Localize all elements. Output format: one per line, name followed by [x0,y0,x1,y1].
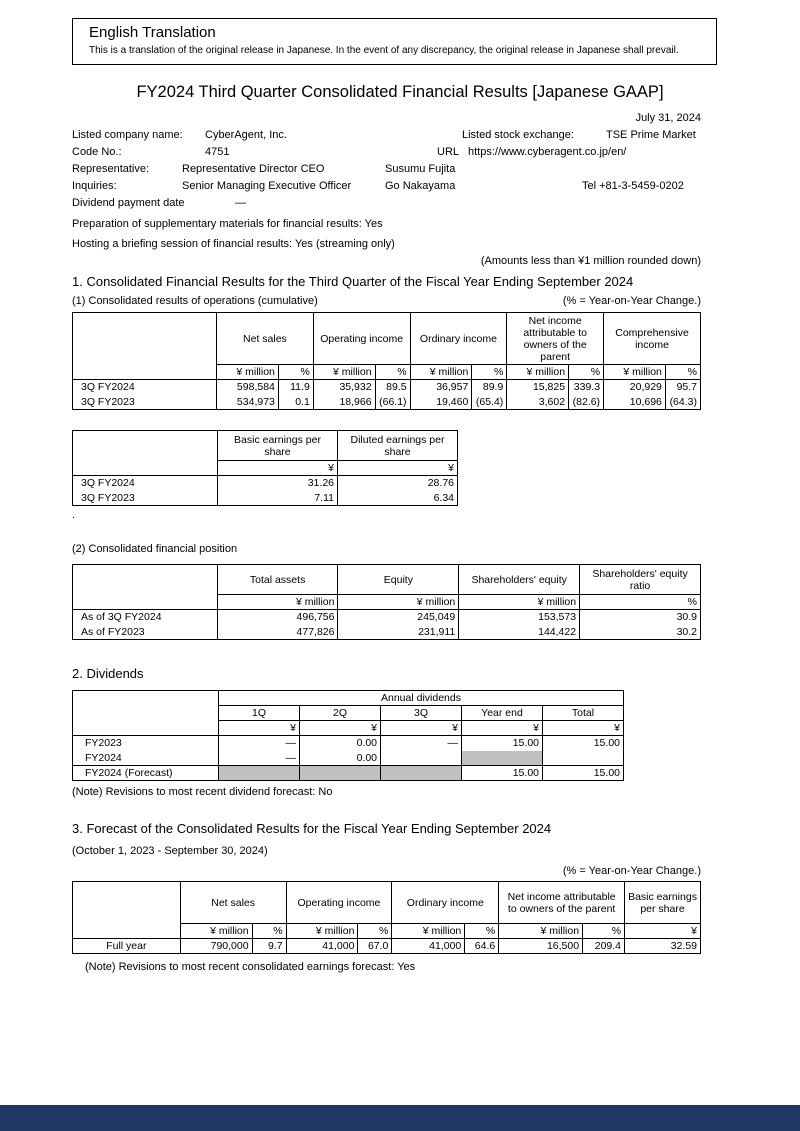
header-row [73,691,624,706]
cell: 15.00 [543,736,624,751]
company-name: CyberAgent, Inc. [205,129,287,141]
company-url-link[interactable]: https://www.cyberagent.co.jp/en/ [468,146,627,158]
unit-label: ¥ [462,721,543,736]
cell: 0.00 [300,751,381,766]
cell: 144,422 [459,625,580,640]
row-label: FY2024 [73,751,219,766]
cell: 477,826 [217,625,338,640]
unit-label: % [465,924,499,939]
unit-label: ¥ million [180,924,252,939]
cell: (82.6) [569,395,604,410]
inquiries-title: Senior Managing Executive Officer [182,180,352,192]
unit-label: ¥ million [507,365,569,380]
corner-cell [73,431,218,476]
cell: — [219,736,300,751]
cell: — [381,736,462,751]
unit-label: ¥ million [499,924,583,939]
info-row-company [72,127,701,144]
cell: — [219,751,300,766]
dividends-table [72,690,624,781]
company-info [72,127,701,212]
cell: 496,756 [217,610,338,625]
cell: 3,602 [507,395,569,410]
column-header-net-sales: Net sales [217,313,314,365]
cell: 41,000 [392,939,465,954]
unit-label: % [665,365,700,380]
table-row [73,939,701,954]
cell: 30.9 [580,610,701,625]
cell: 15.00 [462,736,543,751]
cell: 30.2 [580,625,701,640]
cell: (65.4) [472,395,507,410]
column-header-operating-income: Operating income [286,882,392,924]
cell: 89.9 [472,380,507,395]
table-row [73,625,701,640]
unit-label: ¥ [543,721,624,736]
cell: 153,573 [459,610,580,625]
unit-label: ¥ million [313,365,375,380]
unit-label: % [252,924,286,939]
table-row [73,751,624,766]
cell: 67.0 [358,939,392,954]
row-label: 3Q FY2023 [73,491,218,506]
cell: 18,966 [313,395,375,410]
yoy-note-1: (% = Year-on-Year Change.) [562,295,701,307]
cell: (66.1) [375,395,410,410]
column-header-total: Total [543,706,624,721]
unit-label: ¥ million [604,365,666,380]
yoy-note-3: (% = Year-on-Year Change.) [562,865,701,877]
unit-label: ¥ [300,721,381,736]
column-header-shareholders-equity-ratio: Shareholders' equity ratio [580,565,701,595]
unit-label: % [375,365,410,380]
dividend-payment-label: Dividend payment date [72,197,185,209]
briefing-session-line: Hosting a briefing session of financial results: Yes (streaming only) [72,238,395,250]
cell: 20,929 [604,380,666,395]
table-row-forecast [73,766,624,781]
forecast-period: (October 1, 2023 - September 30, 2024) [72,845,268,857]
cell: 28.76 [338,476,458,491]
unit-label: ¥ [218,461,338,476]
code-value: 4751 [205,146,230,158]
table-row [73,380,701,395]
forecast-note: (Note) Revisions to most recent consolidated earnings forecast: Yes [85,961,416,973]
cell: 15.00 [462,766,543,781]
table-row [73,736,624,751]
telephone-number: Tel +81-3-5459-0202 [582,180,684,192]
unit-label: ¥ [219,721,300,736]
not-applicable-cell [300,766,381,781]
row-label: FY2023 [73,736,219,751]
cell: 598,584 [217,380,279,395]
cell: 534,973 [217,395,279,410]
header-row [73,313,701,365]
cell: 35,932 [313,380,375,395]
rounding-note: (Amounts less than ¥1 million rounded down) [480,255,701,267]
column-header-basic-eps: Basic earnings per share [218,431,338,461]
representative-title: Representative Director CEO [182,163,325,175]
cell: 64.6 [465,939,499,954]
column-header-comprehensive-income: Comprehensive income [604,313,701,365]
unit-label: ¥ million [338,595,459,610]
not-applicable-cell [381,766,462,781]
section-2-heading: 2. Dividends [72,666,144,681]
inquiries-label: Inquiries: [72,180,117,192]
column-header-operating-income: Operating income [313,313,410,365]
unit-label: ¥ million [286,924,358,939]
column-header-1q: 1Q [219,706,300,721]
eps-table [72,430,458,506]
cell: 32.59 [625,939,701,954]
cell: 0.00 [300,736,381,751]
corner-cell [73,882,181,939]
unit-label: % [580,595,701,610]
cell: 15,825 [507,380,569,395]
corner-cell [73,565,218,610]
row-label: 3Q FY2023 [73,395,217,410]
corner-cell [73,313,217,380]
translation-notice-box [72,18,717,65]
cell: 10,696 [604,395,666,410]
url-label: URL [437,146,460,158]
unit-label: % [569,365,604,380]
cell: 89.5 [375,380,410,395]
table-row [73,491,458,506]
info-row-dividend-date [72,195,701,212]
row-label: As of FY2023 [73,625,218,640]
column-header-year-end: Year end [462,706,543,721]
supplementary-materials-line: Preparation of supplementary materials for financial results: Yes [72,218,383,230]
translation-title: English Translation [89,24,216,41]
column-header-diluted-eps: Diluted earnings per share [338,431,458,461]
unit-label: ¥ million [217,365,279,380]
unit-label: ¥ million [392,924,465,939]
cell: 790,000 [180,939,252,954]
corner-cell [73,691,219,736]
cell: 7.11 [218,491,338,506]
section-1-heading: 1. Consolidated Financial Results for the Third Quarter of the Fiscal Year Ending September 2024 [72,274,634,289]
column-header-net-income: Net income attributable to owners of the parent [499,882,625,924]
representative-label: Representative: [72,163,150,175]
code-label: Code No.: [72,146,122,158]
info-row-representative [72,161,701,178]
subsection-2-label: (2) Consolidated financial position [72,543,238,555]
exchange-label: Listed stock exchange: [462,129,574,141]
cell: 209.4 [583,939,625,954]
cell: 11.9 [278,380,313,395]
representative-name: Susumu Fujita [385,163,456,175]
row-label: As of 3Q FY2024 [73,610,218,625]
exchange-value: TSE Prime Market [606,129,696,141]
company-name-label: Listed company name: [72,129,183,141]
not-applicable-cell [462,751,543,766]
dividend-payment-value: — [235,197,246,209]
column-header-net-income: Net income attributable to owners of the parent [507,313,604,365]
inquiries-name: Go Nakayama [385,180,456,192]
row-label: Full year [73,939,181,954]
row-label: 3Q FY2024 [73,476,218,491]
dividend-note: (Note) Revisions to most recent dividend forecast: No [72,786,333,798]
section-3-heading: 3. Forecast of the Consolidated Results for the Fiscal Year Ending September 2024 [72,821,552,836]
info-row-inquiries [72,178,701,195]
not-applicable-cell [219,766,300,781]
cell: 95.7 [665,380,700,395]
column-header-3q: 3Q [381,706,462,721]
cell: 16,500 [499,939,583,954]
results-of-operations-table [72,312,701,410]
column-header-equity: Equity [338,565,459,595]
cell [543,751,624,766]
row-label: 3Q FY2024 [73,380,217,395]
cell: 231,911 [338,625,459,640]
subsection-1-row [72,295,701,308]
table-row [73,610,701,625]
cell: 31.26 [218,476,338,491]
cell: 36,957 [410,380,472,395]
column-header-2q: 2Q [300,706,381,721]
unit-label: % [472,365,507,380]
annual-dividends-header: Annual dividends [219,691,624,706]
cell: 0.1 [278,395,313,410]
row-label: FY2024 (Forecast) [73,766,219,781]
cell: 9.7 [252,939,286,954]
unit-label: ¥ [625,924,701,939]
unit-label: ¥ million [410,365,472,380]
unit-label: % [278,365,313,380]
table-row [73,395,701,410]
cell: 6.34 [338,491,458,506]
cell: 19,460 [410,395,472,410]
column-header-basic-eps: Basic earnings per share [625,882,701,924]
document-title: FY2024 Third Quarter Consolidated Financial Results [Japanese GAAP] [136,83,664,101]
cell: (64.3) [665,395,700,410]
unit-label: ¥ million [217,595,338,610]
footer-bar [0,1105,800,1131]
financial-position-table [72,564,701,640]
header-row [73,431,458,461]
column-header-total-assets: Total assets [217,565,338,595]
cell: 41,000 [286,939,358,954]
cell: 339.3 [569,380,604,395]
unit-label: ¥ [338,461,458,476]
column-header-ordinary-income: Ordinary income [410,313,507,365]
column-header-net-sales: Net sales [180,882,286,924]
header-row [73,882,701,924]
table-row [73,476,458,491]
forecast-table [72,881,701,954]
translation-note: This is a translation of the original release in Japanese. In the event of any discrepancy, the original release in Japanese shall prevail. [89,45,679,56]
header-row [73,565,701,595]
unit-label: % [358,924,392,939]
column-header-shareholders-equity: Shareholders' equity [459,565,580,595]
column-header-ordinary-income: Ordinary income [392,882,499,924]
info-row-code [72,144,701,161]
unit-label: ¥ [381,721,462,736]
stray-period: . [72,509,76,521]
unit-label: ¥ million [459,595,580,610]
unit-label: % [583,924,625,939]
cell: 245,049 [338,610,459,625]
cell [381,751,462,766]
subsection-1-label: (1) Consolidated results of operations (cumulative) [72,295,318,307]
release-date: July 31, 2024 [635,112,701,124]
cell: 15.00 [543,766,624,781]
